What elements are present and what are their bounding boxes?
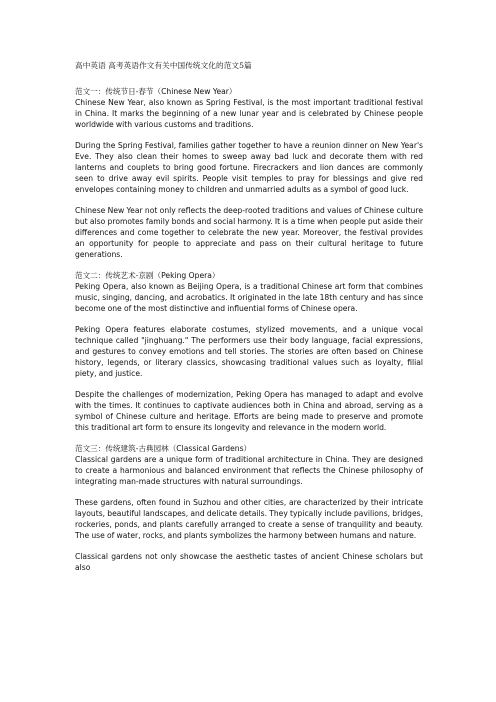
section-peking-opera — [75, 270, 423, 433]
heading-close: ） — [243, 444, 252, 453]
document-title: 高中英语 高考英语作文有关中国传统文化的范文5篇 — [75, 61, 252, 70]
paragraph: During the Spring Festival, families gather together to have a reunion dinner on New Year's Eve. They also clean their homes to sweep away bad luck and decorate them with red lanterns and couplets to bring good fortune. Firecrackers and lion dances are commonly seen to drive away evil spirits. People visit temples to pray for blessings and give red envelopes containing money to children and unmarried adults as a symbol of good luck. — [75, 141, 423, 194]
heading-cn: 范文一：传统节日-春节（ — [75, 87, 162, 96]
heading-en: Classical Gardens — [176, 444, 244, 453]
heading-cn: 范文三：传统建筑-古典园林（ — [75, 444, 177, 453]
heading-close: ） — [211, 271, 220, 280]
paragraph: Classical gardens not only showcase the aesthetic tastes of ancient Chinese scholars but also — [75, 552, 423, 572]
heading-cn: 范文二：传统艺术-京剧（ — [75, 271, 162, 280]
paragraph: Despite the challenges of modernization, Peking Opera has managed to adapt and evolve with the times. It continues to captivate audiences both in China and abroad, serving as a symbol of Chinese culture and heritage. Efforts are being made to preserve and promote this traditional art form to ensure its longevity and relevance in the modern world. — [75, 390, 423, 432]
paragraph: Chinese New Year, also known as Spring Festival, is the most important traditional festival in China. It marks the beginning of a new lunar year and is celebrated by Chinese people worldwide with various customs and traditions. — [75, 98, 423, 129]
paragraph: Peking Opera, also known as Beijing Opera, is a traditional Chinese art form that combines music, singing, dancing, and acrobatics. It originated in the late 18th century and has since become one of the most distinctive and influential forms of Chinese opera. — [75, 282, 423, 313]
paragraph: Peking Opera features elaborate costumes, stylized movements, and a unique vocal technique called "jinghuang." The performers use their body language, facial expressions, and gestures to convey emotions and tell stories. The stories are often based on Chinese history, legends, or literary classics, showcasing traditional values such as loyalty, filial piety, and justice. — [75, 325, 423, 378]
section-heading — [75, 86, 423, 97]
section-chinese-new-year — [75, 86, 423, 260]
section-heading — [75, 443, 423, 454]
heading-en: Peking Opera — [161, 271, 212, 280]
heading-en: Chinese New Year — [161, 87, 229, 96]
paragraph: Chinese New Year not only reflects the deep-rooted traditions and values of Chinese culture but also promotes family bonds and social harmony. It is a time when people put aside their differences and come together to celebrate the new year. Moreover, the festival provides an opportunity for people to appreciate and pass on their cultural heritage to future generations. — [75, 206, 423, 259]
section-classical-gardens — [75, 443, 423, 573]
heading-close: ） — [228, 87, 237, 96]
section-heading — [75, 270, 423, 281]
paragraph: Classical gardens are a unique form of traditional architecture in China. They are designed to create a harmonious and balanced environment that reflects the Chinese philosophy of integrating man-made structures with natural surroundings. — [75, 455, 423, 486]
paragraph: These gardens, often found in Suzhou and other cities, are characterized by their intricate layouts, beautiful landscapes, and delicate details. They typically include pavilions, bridges, rockeries, ponds, and plants carefully arranged to create a sense of tranquility and beauty. The use of water, rocks, and plants symbolizes the harmony between humans and nature. — [75, 498, 424, 540]
